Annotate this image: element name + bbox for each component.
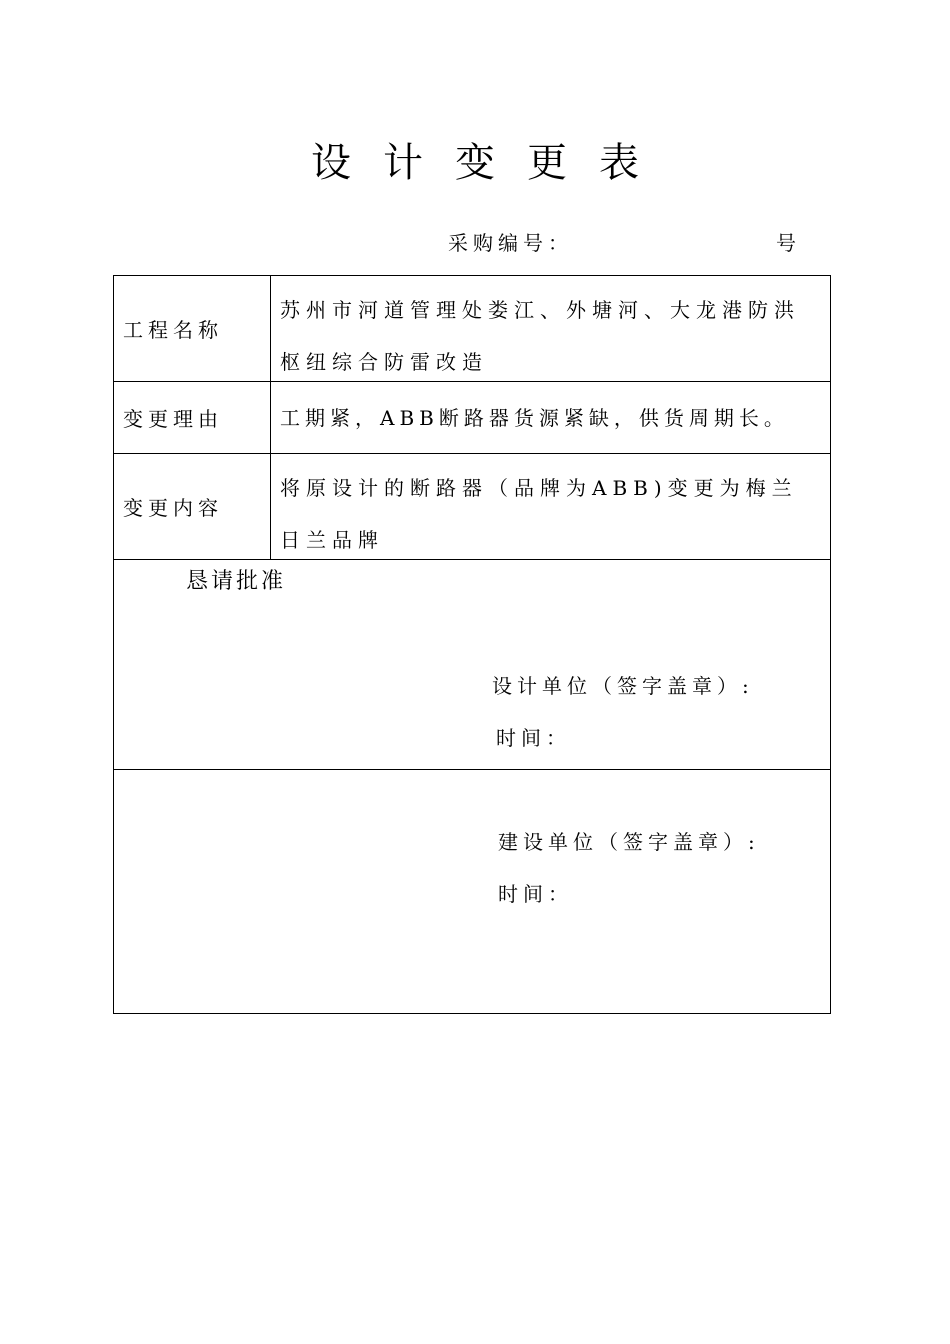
design-time-label: 时间： [496,726,571,750]
procurement-number-label: 采购编号： [448,231,573,255]
construction-time-label: 时间： [498,882,573,906]
page-title: 设计变更表 [311,140,671,186]
row-change-reason [114,382,830,454]
approval-request-text: 恳请批准 [186,569,287,594]
construction-section [114,770,830,1013]
row-change-content [114,454,830,560]
construction-unit-signature: 建设单位（签字盖章）: [498,830,760,854]
change-content-value: 将原设计的断路器（品牌为ABB)变更为梅兰日兰品牌 [280,476,798,552]
approval-section [114,560,830,770]
design-unit-signature: 设计单位（签字盖章）: [492,674,754,698]
row-project-name [114,276,830,382]
design-change-form [113,275,831,1014]
change-reason-value: 工期紧，ABB断路器货源紧缺，供货周期长。 [280,405,789,430]
project-name-label: 工程名称 [114,276,271,381]
change-reason-label: 变更理由 [114,382,271,453]
project-name-value: 苏州市河道管理处娄江、外塘河、大龙港防洪枢纽综合防雷改造 [280,298,800,374]
change-content-label: 变更内容 [114,454,271,559]
procurement-number-suffix: 号 [776,231,796,255]
